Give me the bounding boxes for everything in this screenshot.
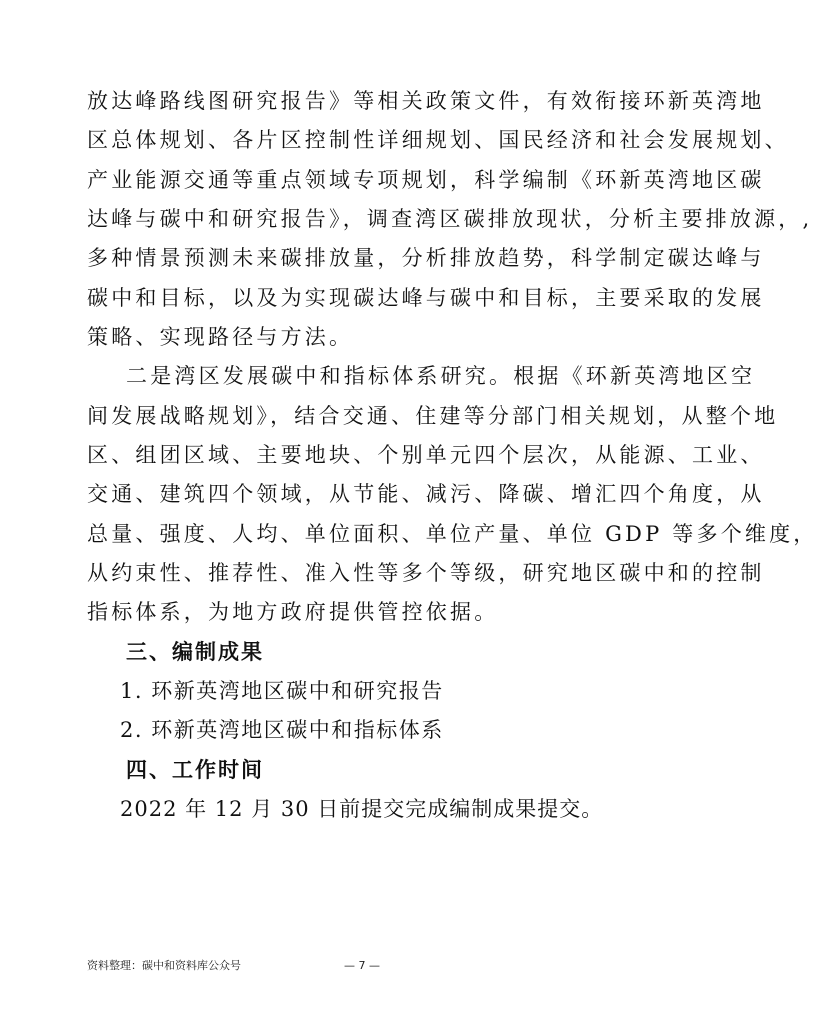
paragraph2-line-1: 二是湾区发展碳中和指标体系研究。根据《环新英湾地区空 [126,364,756,388]
paragraph1-line-4: 达峰与碳中和研究报告》，调查湾区碳排放现状，分析主要排放源，, [87,207,813,231]
paragraph2-line-5: 总量、强度、人均、单位面积、单位产量、单位 GDP 等多个维度， [87,522,818,546]
section4-heading: 四、工作时间 [126,758,264,782]
section3-item-1: 1. 环新英湾地区碳中和研究报告 [120,679,444,703]
paragraph2-line-3: 区、组团区域、主要地块、个别单元四个层次，从能源、工业、 [87,443,765,467]
paragraph2-line-6: 从约束性、推荐性、准入性等多个等级，研究地区碳中和的控制 [87,561,765,585]
section3-heading: 三、编制成果 [126,640,264,664]
paragraph1-line-7: 策略、实现路径与方法。 [87,325,354,349]
paragraph2-line-2: 间发展战略规划》，结合交通、住建等分部门相关规划，从整个地 [87,404,779,428]
paragraph1-line-5: 多种情景预测未来碳排放量，分析排放趋势，科学制定碳达峰与 [87,246,765,270]
footer-source: 资料整理：碳中和资料库公众号 [87,959,241,972]
paragraph1-line-3: 产业能源交通等重点领域专项规划，科学编制《环新英湾地区碳 [87,168,765,192]
paragraph1-line-6: 碳中和目标，以及为实现碳达峰与碳中和目标，主要采取的发展 [87,286,765,310]
page-number: — 7 — [344,959,380,972]
paragraph2-line-7: 指标体系，为地方政府提供管控依据。 [87,600,499,624]
paragraph2-line-4: 交通、建筑四个领域，从节能、减污、降碳、增汇四个角度，从 [87,482,765,506]
paragraph1-line-1: 放达峰路线图研究报告》等相关政策文件，有效衔接环新英湾地 [87,89,765,113]
section3-item-2: 2. 环新英湾地区碳中和指标体系 [120,718,444,742]
paragraph1-line-2: 区总体规划、各片区控制性详细规划、国民经济和社会发展规划、 [87,128,789,152]
section4-text: 2022 年 12 月 30 日前提交完成编制成果提交。 [120,797,604,821]
